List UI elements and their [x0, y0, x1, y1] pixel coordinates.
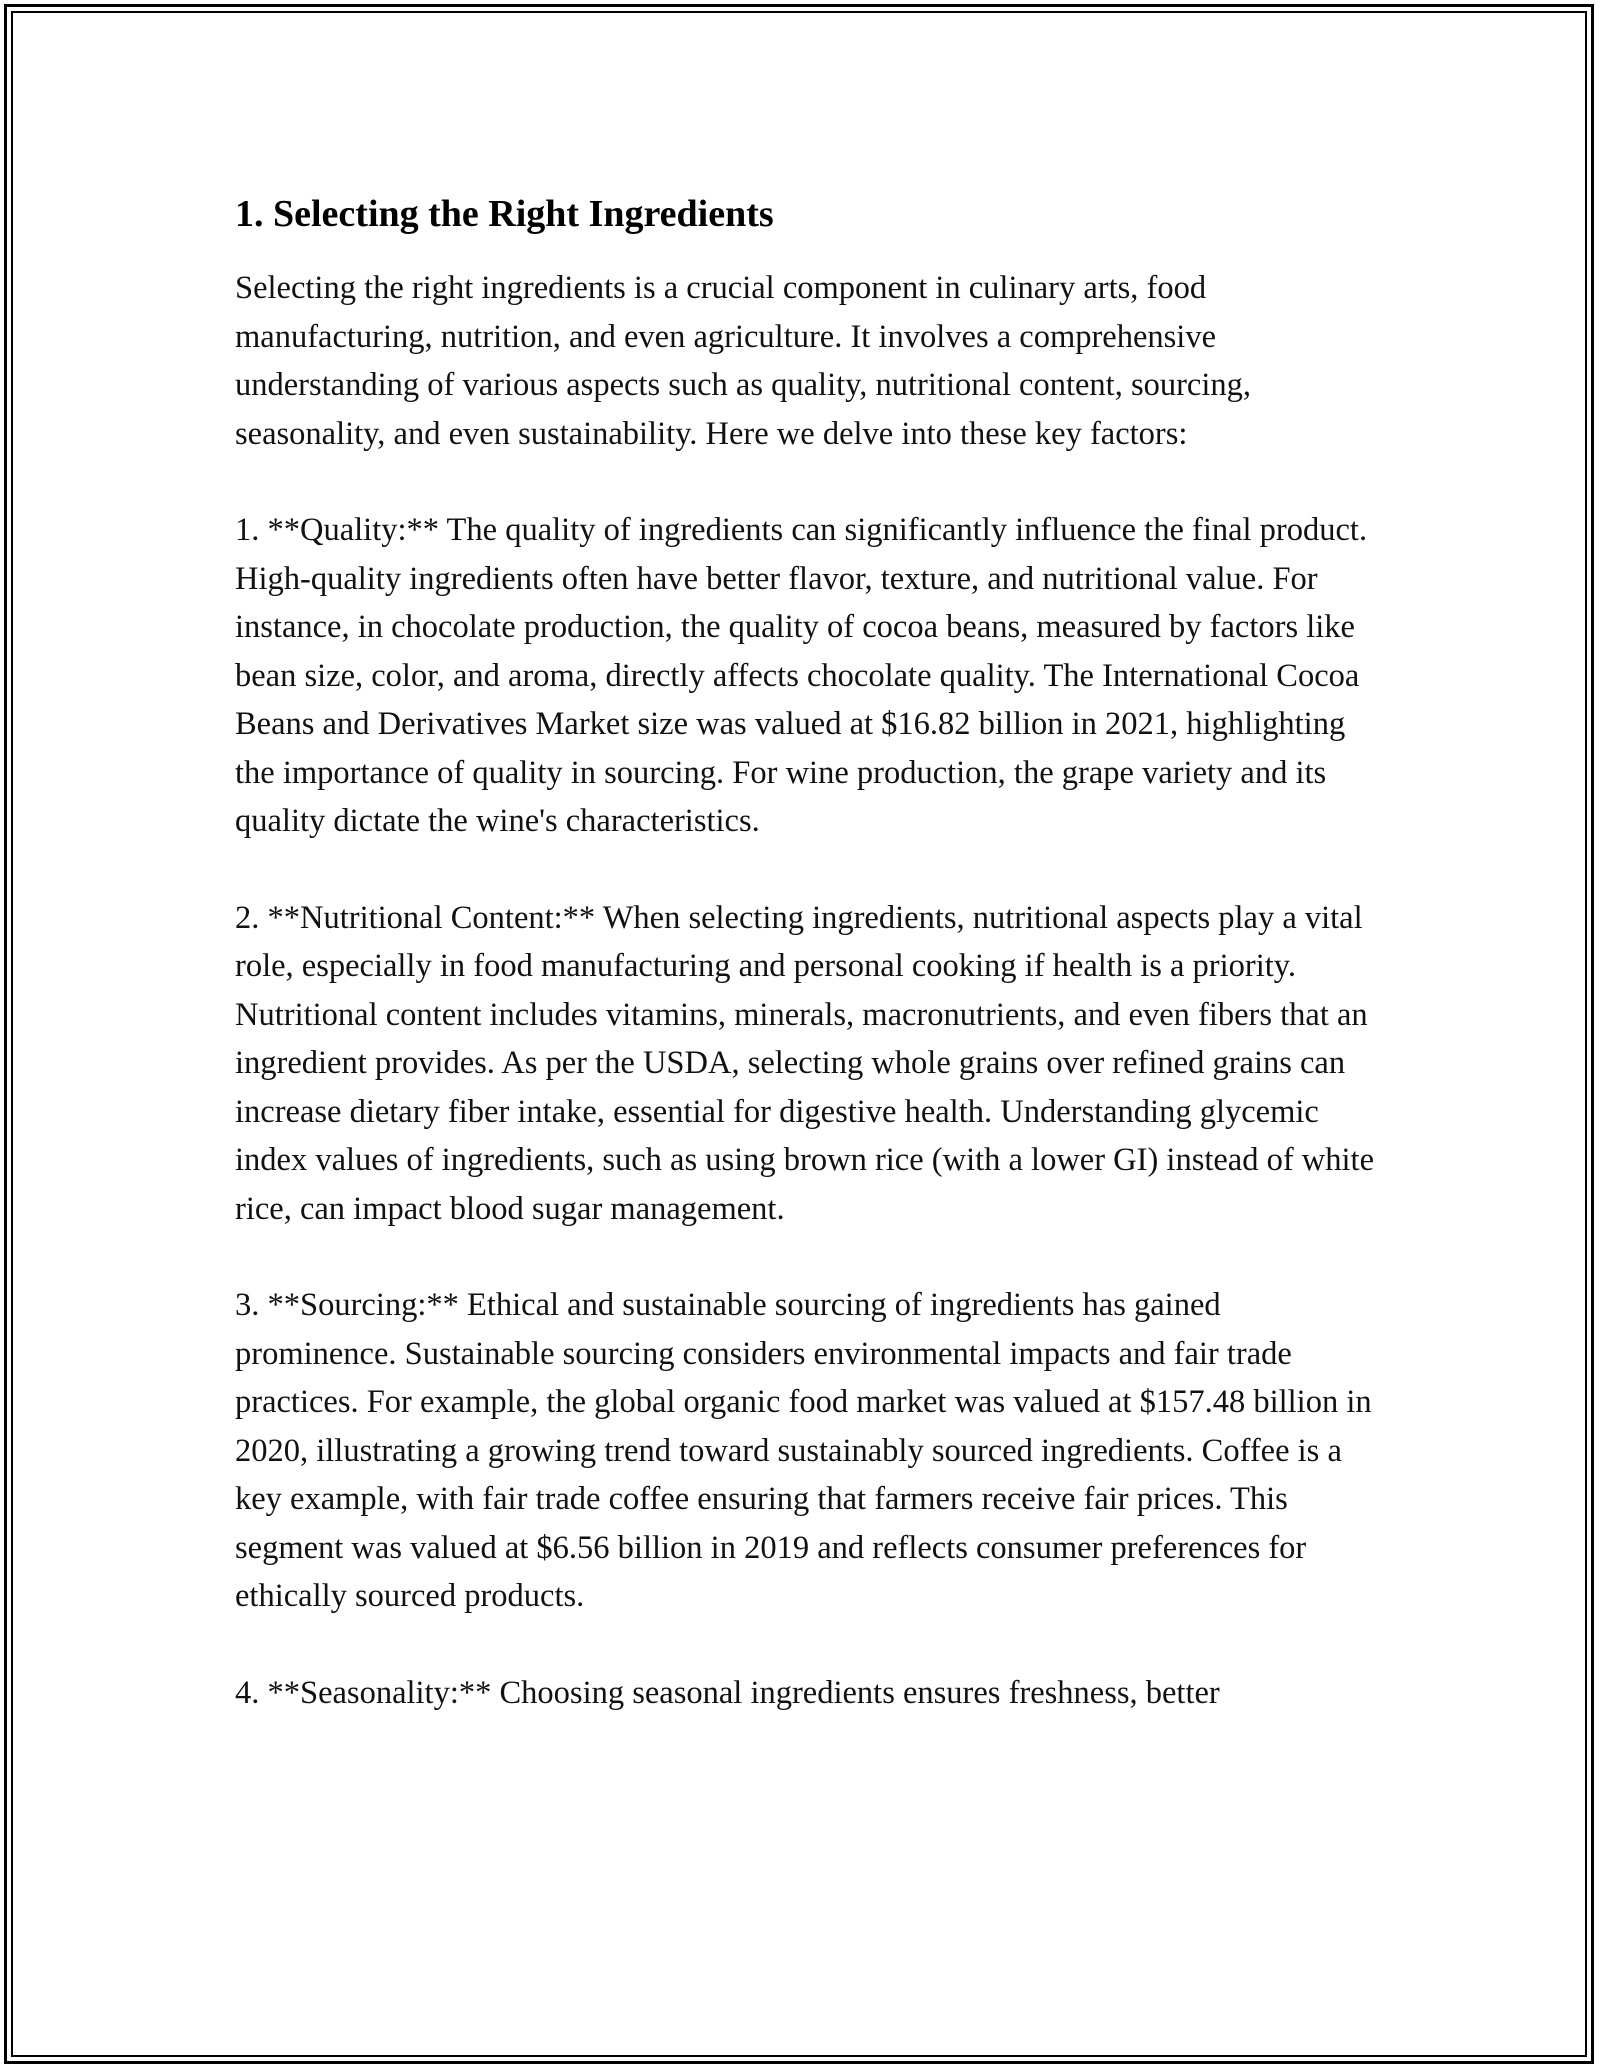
nutritional-content-paragraph: 2. **Nutritional Content:** When selecting ingredients, nutritional aspects play a vital role, especially in food manufacturing and personal cooking if health is a priority. Nutritional content includes vitamins, minerals, macronutrients, and even fibers that an ingredient provides. As per the USDA, selecting whole grains over refined grains can increase dietary fiber intake, essential for digestive health. Understanding glycemic index values of ingredients, such as using brown rice (with a lower GI) instead of white rice, can impact blood sugar management. [235, 899, 1375, 1227]
sourcing-paragraph: 3. **Sourcing:** Ethical and sustainable sourcing of ingredients has gained prominence. Sustainable sourcing considers environmental impacts and fair trade practices. For example, the global organic food market was valued at $157.48 billion in 2020, illustrating a growing trend toward sustainably sourced ingredients. Coffee is a key example, with fair trade coffee ensuring that farmers receive fair prices. This segment was valued at $6.56 billion in 2019 and reflects consumer preferences for ethically sourced products. [235, 1287, 1372, 1614]
quality-paragraph: 1. **Quality:** The quality of ingredients can significantly influence the final product. High-quality ingredients often have better flavor, texture, and nutritional value. For instance, in chocolate production, the quality of cocoa beans, measured by factors like bean size, color, and aroma, directly affects chocolate quality. The International Cocoa Beans and Derivatives Market size was valued at $16.82 billion in 2021, highlighting the importance of quality in sourcing. For wine production, the grape variety and its quality dictate the wine's characteristics. [235, 512, 1368, 839]
seasonality-paragraph: 4. **Seasonality:** Choosing seasonal ingredients ensures freshness, better [235, 1674, 1220, 1711]
intro-paragraph: Selecting the right ingredients is a crucial component in culinary arts, food manufacturing, nutrition, and even agriculture. It involves a comprehensive understanding of various aspects such as quality, nutritional content, sourcing, seasonality, and even sustainability. Here we delve into these key factors: [235, 270, 1252, 452]
section-heading: 1. Selecting the Right Ingredients [235, 193, 774, 235]
document-body [235, 188, 1385, 1765]
